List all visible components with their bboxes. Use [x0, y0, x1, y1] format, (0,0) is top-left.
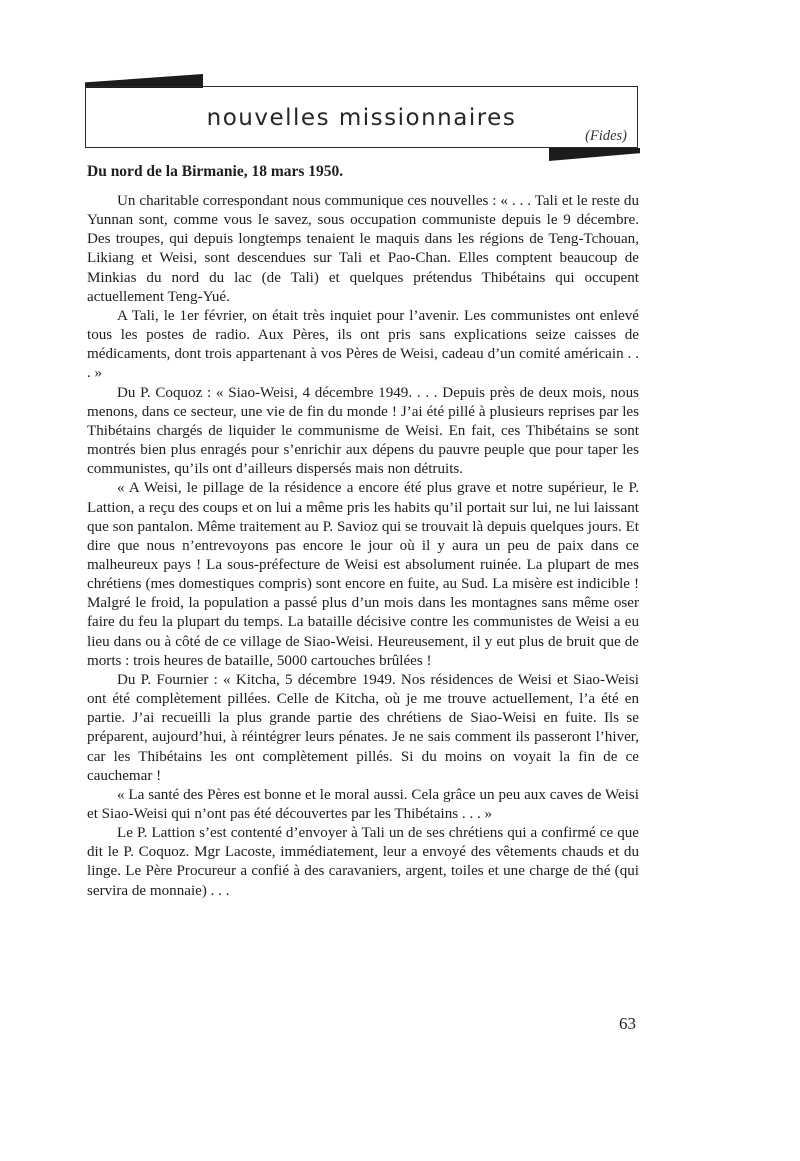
header-box: [85, 86, 638, 148]
paragraph: Du P. Fournier : « Kitcha, 5 décembre 1949. Nos résidences de Weisi et Siao-Weisi ont été complètement pillées. Celle de Kitcha, où je me trouve actuellement, l’a été en partie. J’ai recueilli la plus grande partie des chrétiens de Siao-Weisi en fuite. Ils se préparent, aujourd’hui, à réintégrer leurs pénates. Je ne sais comment ils passeront l’hiver, car les Thibétains les ont complètement pillés. Si du moins on voyait la fin de ce cauchemar !: [87, 671, 639, 784]
header-bottom-bar: [549, 148, 640, 161]
article-body: [87, 192, 639, 901]
source-credit: (Fides): [585, 128, 627, 144]
section-title: nouvelles missionnaires: [206, 105, 517, 131]
paragraph: A Tali, le 1er février, on était très inquiet pour l’avenir. Les communistes ont enlevé tous les postes de radio. Aux Pères, ils ont pris sans explications seize caisses de médicaments, dont trois appartenant à vos Pères de Weisi, cadeau d’un comité américain . . . »: [87, 307, 639, 382]
paragraph: « La santé des Pères est bonne et le moral aussi. Cela grâce un peu aux caves de Weisi et Siao-Weisi qui n’ont pas été découvertes par les Thibétains . . . »: [87, 786, 639, 822]
paragraph: « A Weisi, le pillage de la résidence a encore été plus grave et notre supérieur, le P. Lattion, a reçu des coups et on lui a même pris les habits qu’il portait sur lui, ne lui laissant que son pantalon. Même traitement au P. Savioz qui se trouvait là depuis quelques jours. Et dire que nous n’entrevoyons pas encore le jour où il y aura un peu de paix dans ce malheureux pays ! La sous-préfecture de Weisi est absolument ruinée. La plupart de mes chrétiens (mes domestiques compris) sont encore en fuite, au Sud. La misère est indicible ! Malgré le froid, la population a passé plus d’un mois dans les montagnes sans même oser faire du feu la plupart du temps. La bataille décisive contre les communistes de Weisi a eu lieu dans ou à côté de ce village de Siao-Weisi. Heureusement, il y eut plus de bruit que de morts : trois heures de bataille, 5000 cartouches brûlées !: [87, 480, 639, 669]
paragraph: Un charitable correspondant nous communique ces nouvelles : « . . . Tali et le reste du Yunnan sont, comme vous le savez, sous occupation communiste depuis le 9 décembre. Des troupes, qui depuis longtemps tenaient le maquis dans les régions de Teng-Tchouan, Likiang et Weisi, sont descendues sur Tali et Pao-Chan. Elles comptent beaucoup de Minkias du nord du lac (de Tali) et quelques prétendus Thibétains qui occupent actuellement Teng-Yué.: [87, 193, 639, 305]
paragraph: Du P. Coquoz : « Siao-Weisi, 4 décembre 1949. . . . Depuis près de deux mois, nous menons, dans ce secteur, une vie de fin du monde ! J’ai été pillé à plusieurs reprises par les Thibétains chargés de liquider le communisme de Weisi. En fait, ces Thibétains se sont montrés bien plus enragés pour s’enrichir aux dépens du pauvre peuple que pour taper les communistes, qu’ils ont d’ailleurs dispersés mais non détruits.: [87, 384, 639, 478]
page-number: 63: [619, 1014, 636, 1033]
paragraph: Le P. Lattion s’est contenté d’envoyer à Tali un de ses chrétiens qui a confirmé ce que dit le P. Coquoz. Mgr Lacoste, immédiatement, leur a envoyé des vêtements chauds et du linge. Le Père Procureur a confié à des caravaniers, argent, toiles et une charge de thé (qui servira de monnaie) . . .: [87, 825, 639, 899]
article-heading: Du nord de la Birmanie, 18 mars 1950.: [87, 163, 344, 180]
